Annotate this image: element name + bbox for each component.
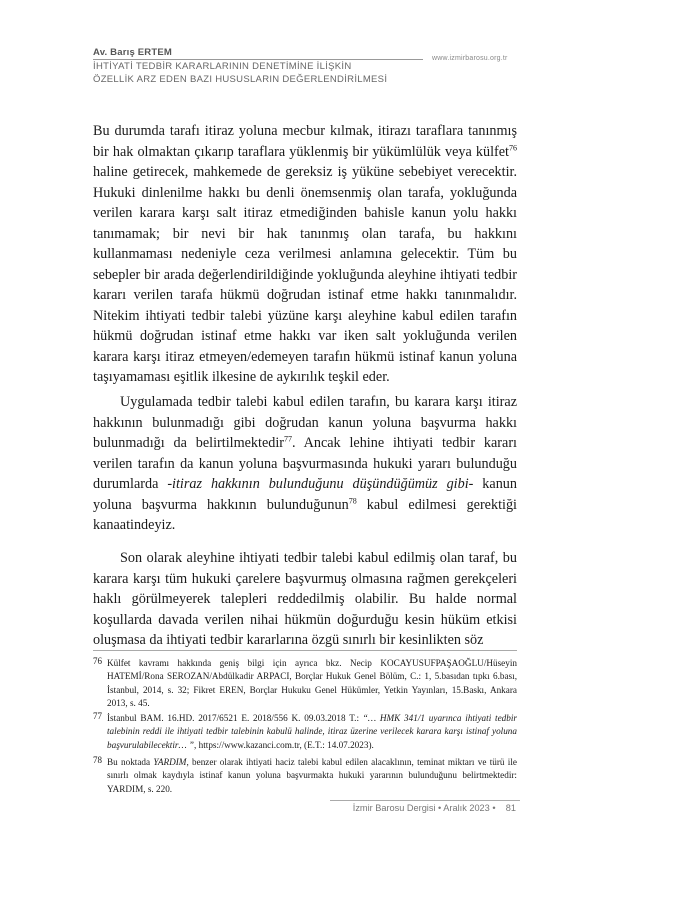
footnote-text-a: İstanbul BAM. 16.HD. 2017/6521 E. 2018/556 K. 09.03.2018 T.:: [107, 713, 363, 723]
page-footer: [330, 803, 516, 813]
footnote-ref-77[interactable]: 77: [284, 434, 293, 444]
footnote-text-b: , benzer olarak ihtiyati haciz talebi kabul edilen alacaklının, teminat miktarı ve türü ile sınırlı olmak kaydıyla istinaf kanun yoluna başvurmakta hukuki yararının bulunduğunu belirtmektedir: YARDIM, s. 220.: [107, 757, 517, 794]
footnote-number: 76: [93, 656, 102, 666]
body-paragraph-3: Son olarak aleyhine ihtiyati tedbir talebi kabul edilmiş olan taraf, bu karara karşı tüm hukuki çarelere başvurmuş olmasına rağmen gerekçeleri haklı görülmeyerek talepleri reddedilmiş olabilir. Bu halde normal koşullarda davada verilen nihai hükmün doğurduğu kesin hüküm etkisi oluşmasa da ihtiyati tedbir kararlarına özgü sınırlı bir kesinlikten söz: [93, 550, 517, 648]
footnote-77: [93, 712, 517, 752]
p1-text-a: Bu durumda tarafı itiraz yoluna mecbur kılmak, itirazı taraflara tanınmış bir hak olmaktan çıkarıp taraflara yüklenmiş bir yükümlülük veya külfet: [93, 123, 517, 160]
p2-text-d: kabul edilmesi gerektiği kanaatindeyiz.: [93, 496, 517, 533]
header-url: www.izmirbarosu.org.tr: [432, 55, 508, 62]
footnote-text-b: , https://www.kazanci.com.tr, (E.T.: 14.07.2023).: [194, 739, 374, 750]
footnote-76: [93, 657, 517, 710]
p2-text-b: . Ancak lehine ihtiyati tedbir kararı verilen tarafın da kanun yoluna başvurmasında hukuki yararı bulunduğu durumlarda: [93, 435, 517, 492]
header-author: Av. Barış ERTEM: [93, 47, 173, 58]
header-title-line-2: ÖZELLİK ARZ EDEN BAZI HUSUSLARIN DEĞERLENDİRİLMESİ: [93, 74, 388, 85]
footnote-text-a: Bu noktada: [107, 757, 154, 767]
header-article-title: [93, 60, 423, 86]
footnote-text: [93, 712, 517, 752]
body-paragraph-2: [93, 392, 517, 536]
footnote-number: 77: [93, 711, 102, 721]
body-paragraph-1: [93, 121, 517, 388]
p2-text-c: kanun yoluna başvurma hakkının bulunduğunun: [93, 476, 517, 513]
footer-rule: [330, 800, 520, 801]
header-title-line-1: İHTİYATİ TEDBİR KARARLARININ DENETİMİNE İLİŞKİN: [93, 61, 352, 72]
footnote-text: [93, 756, 517, 796]
footnote-rule: [93, 650, 517, 651]
p2-text-a: Uygulamada tedbir talebi kabul edilen tarafın, bu karara karşı itiraz hakkının bulunmadığı gibi doğrudan kanun yoluna başvurma hakkı bulunmadığı da belirtilmektedir: [93, 394, 517, 451]
footnote-author-name: YARDIM: [153, 757, 187, 767]
footnote-number: 78: [93, 755, 102, 765]
footnote-text: Külfet kavramı hakkında geniş bilgi için ayrıca bkz. Necip KOCAYUSUFPAŞAOĞLU/Hüseyin HATEMİ/Rona SEROZAN/Abdülkadir ARPACI, Borçlar Hukuk Genel Bölüm, C.: 1, 5.basıdan tıpkı 6.bası, İstanbul, 2014, s. 32; Fikret EREN, Borçlar Hukuku Genel Hükümler, Yetkin Yayınları, 15.Baskı, Ankara 2013, s. 45.: [107, 658, 517, 708]
footnote-ref-78[interactable]: 78: [348, 495, 357, 505]
footnote-quote: “… HMK 341/1 uyarınca ihtiyati tedbir talebinin reddi ile ihtiyati tedbir talebinin kabulü halinde, itiraz üzerine verilecek karara karşı istinaf yoluna başvurulabilecektir… ”: [107, 713, 517, 750]
footnote-ref-76[interactable]: 76: [509, 142, 517, 152]
p2-italic-text: -itiraz hakkının bulunduğunu düşündüğümüz gibi-: [167, 476, 474, 492]
p1-text-b: haline getirecek, mahkemede de gereksiz iş yüküne sebebiyet verecektir. Hukuki dinlenilme hakkı bu denli önemsenmiş olan tarafa, yokluğunda verilen karara karşı salt itiraz etmediğinden bahisle kanun yolu hakkı tanımamak; bir nevi bir hak tanınmış olan tarafa, bu hakkını kullanmaması nedeniyle ceza verilmesi anlamına gelecektir. Tüm bu sebepler bir arada değerlendirildiğinde yokluğunda aleyhine ihtiyati tedbir kararı verilen tarafa hükmü doğrudan istinaf etme hakkı tanınmalıdır. Nitekim ihtiyati tedbir talebi yüzüne karşı aleyhine kabul edilen tarafın hükmü doğrudan istinaf etme hakkı var iken salt yokluğunda verilen karara karşı itiraz etmeyen/edemeyen tarafın hükmü istinaf kanun yoluna taşıyamaması eşitlik ilkesine de aykırılık teşkil eder.: [93, 164, 517, 385]
page-number: 81: [505, 803, 516, 813]
footnote-78: [93, 756, 517, 796]
footer-journal: İzmir Barosu Dergisi • Aralık 2023 •: [352, 803, 496, 813]
